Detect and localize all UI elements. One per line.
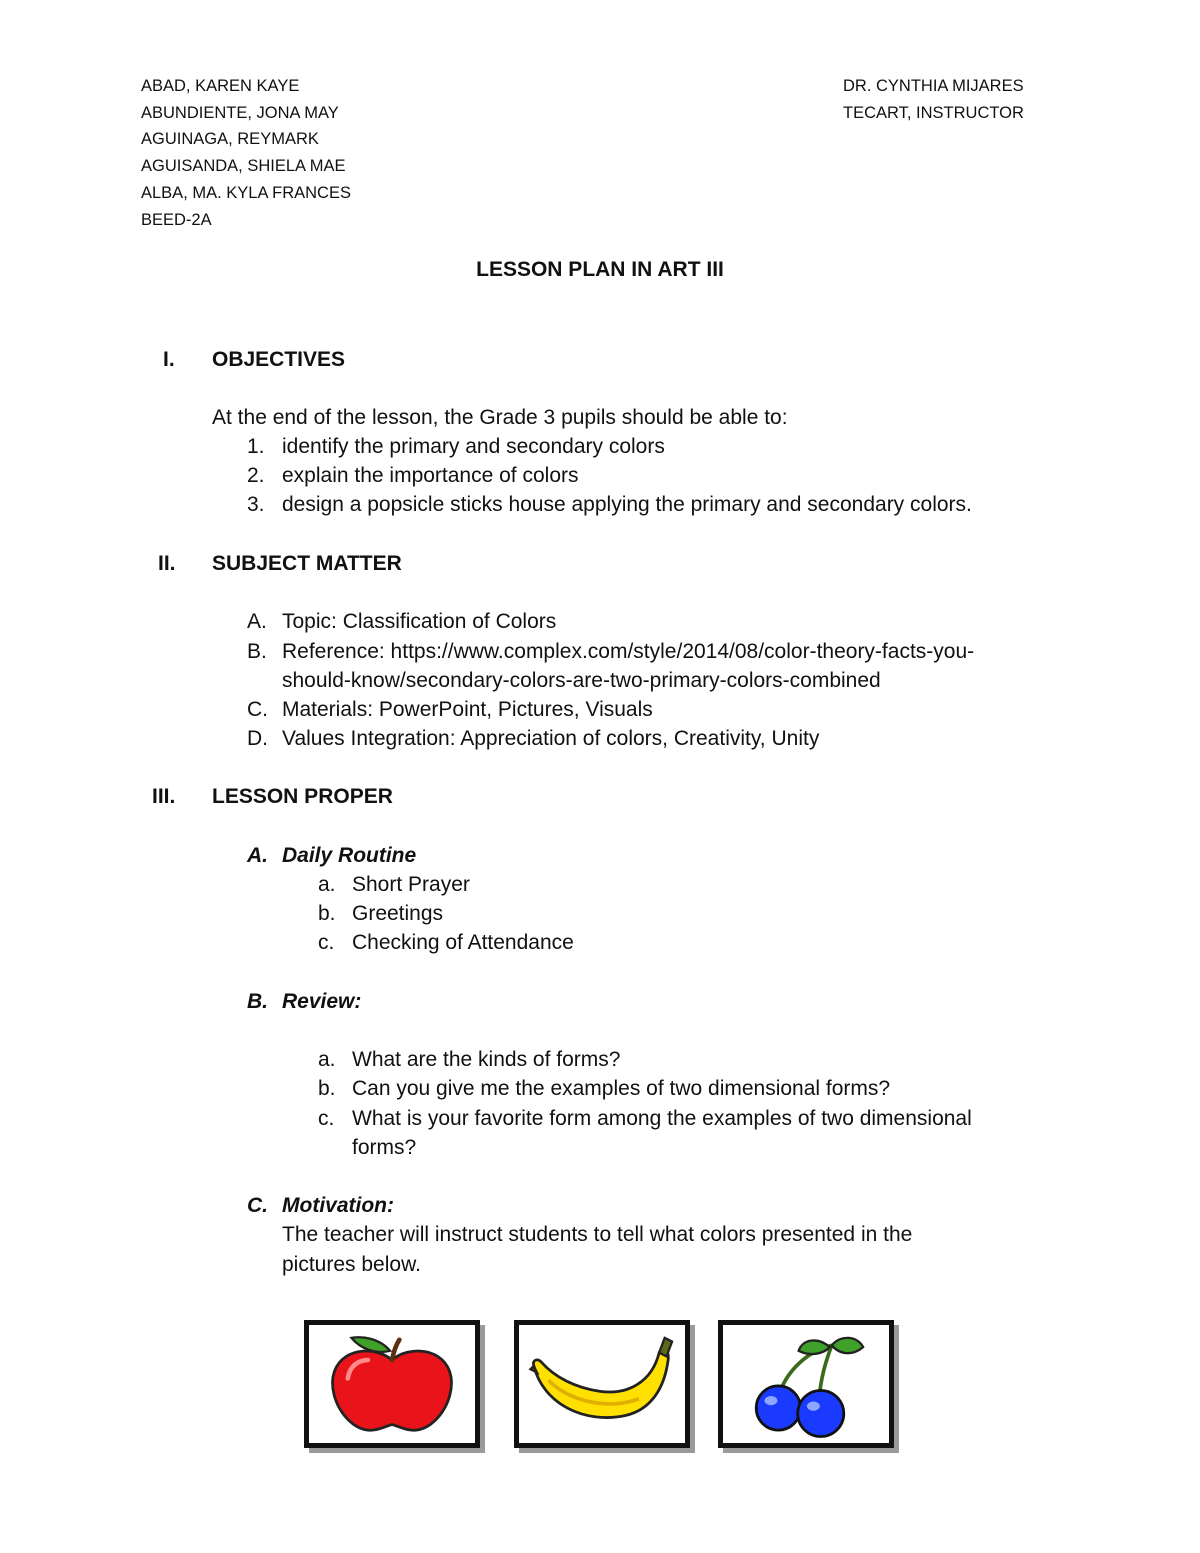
motivation-text: The teacher will instruct students to tell what colors presented in the: [282, 1223, 913, 1246]
lesson-proper-heading: LESSON PROPER: [212, 785, 393, 808]
instructor-name: DR. CYNTHIA MIJARES: [843, 77, 1024, 95]
list-letter: c.: [318, 931, 335, 954]
apple-icon: [309, 1325, 475, 1443]
reference-text: Reference: https://www.complex.com/style/2014/08/color-theory-facts-you-: [282, 640, 975, 663]
list-letter: B.: [247, 640, 267, 663]
reference-text-cont: should-know/secondary-colors-are-two-primary-colors-combined: [282, 669, 881, 692]
review-question: What are the kinds of forms?: [352, 1048, 621, 1071]
section-numeral: I.: [163, 348, 175, 371]
objective-item: explain the importance of colors: [282, 464, 579, 487]
motivation-heading: Motivation:: [282, 1194, 394, 1217]
daily-routine-heading: Daily Routine: [282, 844, 417, 867]
routine-item: Checking of Attendance: [352, 931, 574, 954]
list-letter: a.: [318, 873, 336, 896]
list-number: 3.: [247, 493, 265, 516]
list-letter: C.: [247, 698, 268, 721]
apple-picture: [304, 1320, 480, 1448]
subsection-letter: B.: [247, 990, 268, 1013]
instructor-block: [843, 73, 1024, 126]
author-name: AGUISANDA, SHIELA MAE: [141, 157, 346, 176]
subject-matter-heading: SUBJECT MATTER: [212, 552, 402, 575]
author-name: AGUINAGA, REYMARK: [141, 130, 319, 149]
routine-item: Greetings: [352, 902, 444, 925]
blueberry-icon: [723, 1325, 889, 1443]
list-letter: D.: [247, 727, 268, 750]
materials-text: Materials: PowerPoint, Pictures, Visuals: [282, 698, 653, 721]
author-list: [141, 73, 351, 233]
topic-text: Topic: Classification of Colors: [282, 610, 557, 633]
routine-item: Short Prayer: [352, 873, 470, 896]
review-question: What is your favorite form among the examples of two dimensional: [352, 1107, 972, 1130]
author-name: ALBA, MA. KYLA FRANCES: [141, 183, 351, 202]
objective-item: design a popsicle sticks house applying the primary and secondary colors.: [282, 493, 972, 516]
subsection-letter: C.: [247, 1194, 268, 1217]
page-title: LESSON PLAN IN ART III: [476, 258, 724, 281]
motivation-text-cont: pictures below.: [282, 1253, 421, 1276]
review-heading: Review:: [282, 990, 362, 1013]
objective-item: identify the primary and secondary colors: [282, 435, 665, 458]
list-letter: A.: [247, 610, 267, 633]
list-letter: b.: [318, 902, 336, 925]
subsection-letter: A.: [247, 844, 268, 867]
objectives-intro: At the end of the lesson, the Grade 3 pupils should be able to:: [212, 406, 788, 429]
banana-picture: [514, 1320, 690, 1448]
instructor-role: TECART, INSTRUCTOR: [843, 103, 1024, 122]
list-letter: a.: [318, 1048, 336, 1071]
review-question-cont: forms?: [352, 1136, 417, 1159]
banana-icon: [519, 1325, 685, 1443]
author-name: ABAD, KAREN KAYE: [141, 77, 300, 95]
values-text: Values Integration: Appreciation of colors, Creativity, Unity: [282, 727, 820, 750]
blueberry-picture: [718, 1320, 894, 1448]
list-number: 1.: [247, 435, 265, 458]
section-numeral: II.: [158, 552, 176, 575]
objectives-heading: OBJECTIVES: [212, 348, 346, 371]
section-name: BEED-2A: [141, 210, 212, 229]
review-question: Can you give me the examples of two dimensional forms?: [352, 1077, 891, 1100]
section-numeral: III.: [152, 785, 176, 808]
list-letter: c.: [318, 1107, 335, 1130]
list-letter: b.: [318, 1077, 336, 1100]
author-name: ABUNDIENTE, JONA MAY: [141, 103, 339, 122]
list-number: 2.: [247, 464, 265, 487]
